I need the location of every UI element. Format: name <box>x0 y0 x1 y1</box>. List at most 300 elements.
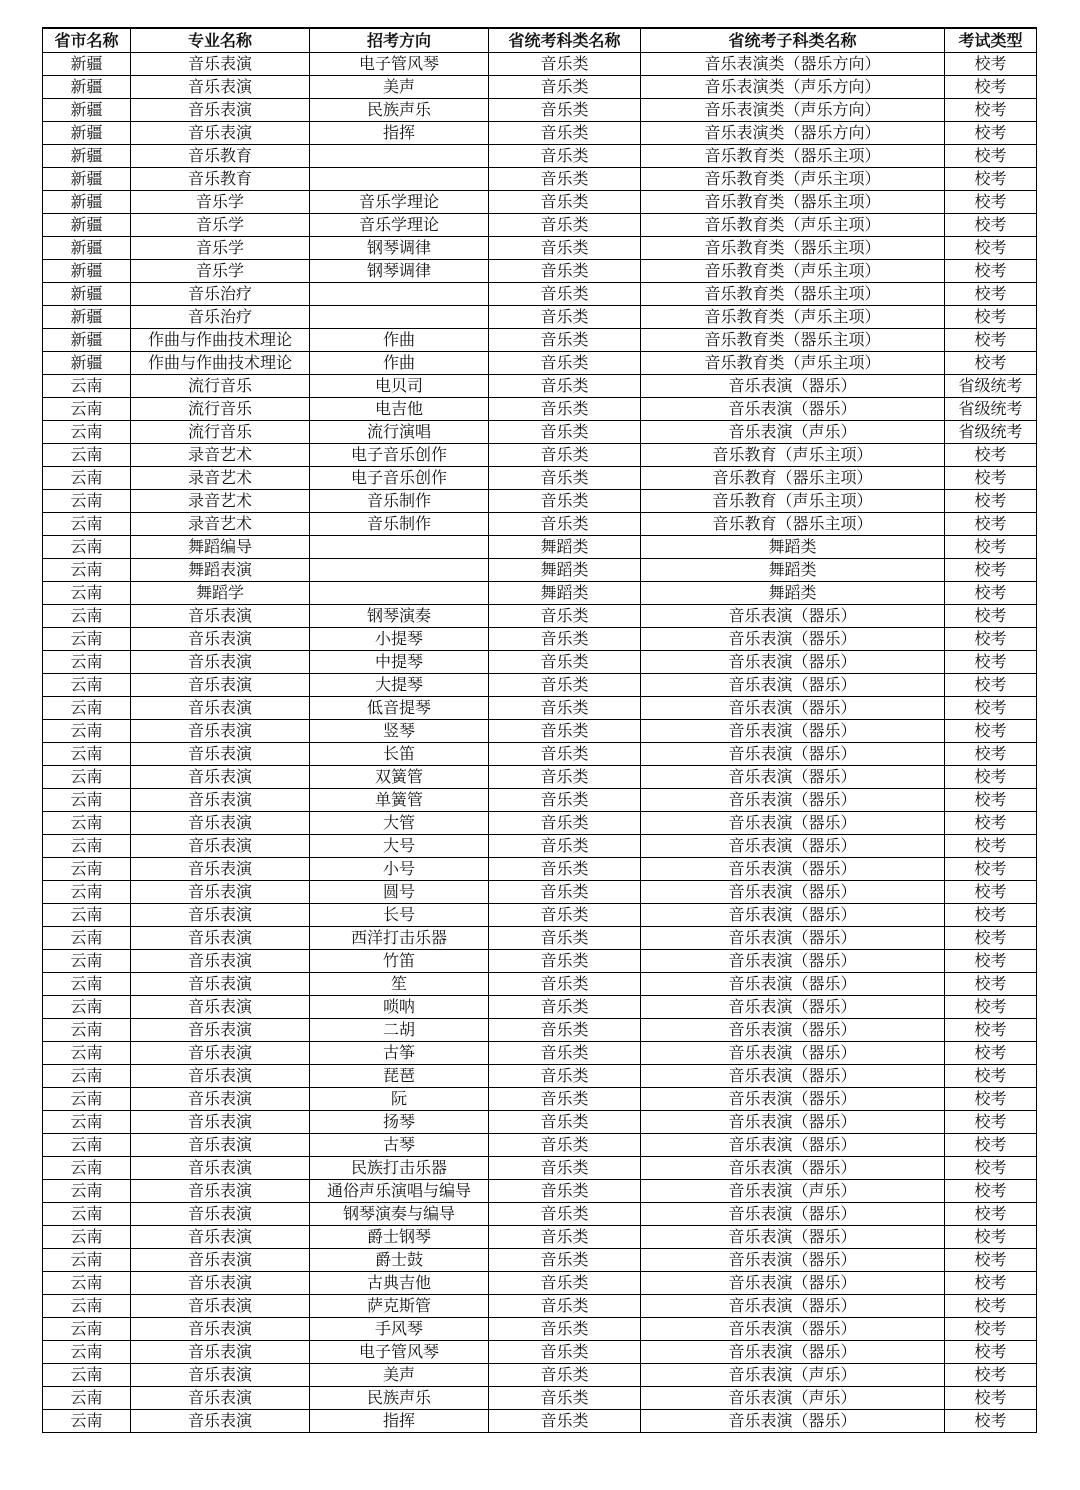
cell-exam-type: 校考 <box>945 651 1037 674</box>
cell-exam-type: 省级统考 <box>945 398 1037 421</box>
cell-subcategory: 音乐表演（器乐） <box>641 858 945 881</box>
cell-direction: 中提琴 <box>310 651 489 674</box>
table-row <box>43 996 1037 1019</box>
cell-subcategory: 舞蹈类 <box>641 559 945 582</box>
table-row <box>43 99 1037 122</box>
cell-exam-type: 校考 <box>945 1249 1037 1272</box>
table-row <box>43 398 1037 421</box>
cell-direction: 钢琴演奏与编导 <box>310 1203 489 1226</box>
cell-province: 云南 <box>43 490 131 513</box>
cell-province: 云南 <box>43 398 131 421</box>
cell-subcategory: 音乐表演（器乐） <box>641 1019 945 1042</box>
table-row <box>43 559 1037 582</box>
cell-province: 云南 <box>43 766 131 789</box>
cell-exam-type: 校考 <box>945 858 1037 881</box>
cell-direction: 钢琴演奏 <box>310 605 489 628</box>
cell-major: 音乐表演 <box>131 1272 310 1295</box>
cell-subcategory: 音乐表演（器乐） <box>641 973 945 996</box>
cell-direction: 电子音乐创作 <box>310 467 489 490</box>
cell-category: 音乐类 <box>489 904 641 927</box>
cell-category: 音乐类 <box>489 1295 641 1318</box>
cell-category: 音乐类 <box>489 1065 641 1088</box>
cell-exam-type: 校考 <box>945 1157 1037 1180</box>
cell-exam-type: 校考 <box>945 122 1037 145</box>
cell-province: 新疆 <box>43 145 131 168</box>
table-row <box>43 766 1037 789</box>
cell-category: 音乐类 <box>489 1203 641 1226</box>
cell-direction: 音乐学理论 <box>310 214 489 237</box>
cell-exam-type: 校考 <box>945 950 1037 973</box>
cell-subcategory: 音乐表演（器乐） <box>641 1249 945 1272</box>
cell-direction: 流行演唱 <box>310 421 489 444</box>
cell-exam-type: 校考 <box>945 352 1037 375</box>
cell-province: 云南 <box>43 628 131 651</box>
cell-subcategory: 音乐表演（器乐） <box>641 651 945 674</box>
cell-major: 音乐表演 <box>131 697 310 720</box>
cell-category: 音乐类 <box>489 145 641 168</box>
cell-direction <box>310 283 489 306</box>
cell-exam-type: 校考 <box>945 283 1037 306</box>
cell-direction: 音乐学理论 <box>310 191 489 214</box>
cell-major: 音乐治疗 <box>131 283 310 306</box>
cell-subcategory: 音乐表演（声乐） <box>641 421 945 444</box>
table-row <box>43 513 1037 536</box>
cell-category: 音乐类 <box>489 375 641 398</box>
cell-exam-type: 校考 <box>945 168 1037 191</box>
table-row <box>43 260 1037 283</box>
cell-major: 录音艺术 <box>131 490 310 513</box>
cell-subcategory: 音乐表演（器乐） <box>641 1042 945 1065</box>
cell-subcategory: 音乐教育（声乐主项） <box>641 490 945 513</box>
table-row <box>43 835 1037 858</box>
cell-exam-type: 校考 <box>945 76 1037 99</box>
cell-exam-type: 校考 <box>945 605 1037 628</box>
table-row <box>43 191 1037 214</box>
cell-major: 音乐表演 <box>131 1341 310 1364</box>
cell-exam-type: 校考 <box>945 628 1037 651</box>
cell-subcategory: 音乐教育（器乐主项） <box>641 467 945 490</box>
header-category: 省统考科类名称 <box>489 28 641 53</box>
cell-major: 音乐表演 <box>131 950 310 973</box>
cell-category: 音乐类 <box>489 352 641 375</box>
cell-category: 音乐类 <box>489 467 641 490</box>
cell-subcategory: 舞蹈类 <box>641 582 945 605</box>
cell-major: 音乐表演 <box>131 1364 310 1387</box>
cell-direction: 大号 <box>310 835 489 858</box>
cell-subcategory: 音乐表演（器乐） <box>641 1341 945 1364</box>
cell-category: 音乐类 <box>489 605 641 628</box>
cell-province: 云南 <box>43 1341 131 1364</box>
cell-category: 舞蹈类 <box>489 559 641 582</box>
cell-subcategory: 音乐表演（器乐） <box>641 720 945 743</box>
cell-province: 云南 <box>43 651 131 674</box>
table-row <box>43 1364 1037 1387</box>
cell-province: 云南 <box>43 1249 131 1272</box>
cell-subcategory: 音乐表演（器乐） <box>641 674 945 697</box>
cell-subcategory: 音乐表演（器乐） <box>641 1295 945 1318</box>
cell-subcategory: 音乐表演类（器乐方向） <box>641 122 945 145</box>
table-row <box>43 858 1037 881</box>
table-row <box>43 76 1037 99</box>
cell-subcategory: 音乐表演（器乐） <box>641 927 945 950</box>
cell-exam-type: 校考 <box>945 1341 1037 1364</box>
cell-direction: 单簧管 <box>310 789 489 812</box>
cell-direction: 钢琴调律 <box>310 237 489 260</box>
cell-subcategory: 音乐表演（器乐） <box>641 812 945 835</box>
cell-major: 音乐治疗 <box>131 306 310 329</box>
cell-exam-type: 校考 <box>945 145 1037 168</box>
table-row <box>43 1180 1037 1203</box>
table-row <box>43 628 1037 651</box>
cell-exam-type: 校考 <box>945 99 1037 122</box>
cell-exam-type: 校考 <box>945 559 1037 582</box>
cell-province: 云南 <box>43 421 131 444</box>
cell-exam-type: 校考 <box>945 1111 1037 1134</box>
cell-exam-type: 校考 <box>945 1364 1037 1387</box>
table-row <box>43 145 1037 168</box>
cell-category: 音乐类 <box>489 513 641 536</box>
cell-category: 音乐类 <box>489 766 641 789</box>
table-row <box>43 283 1037 306</box>
cell-exam-type: 校考 <box>945 1180 1037 1203</box>
cell-subcategory: 音乐表演（器乐） <box>641 996 945 1019</box>
cell-direction: 指挥 <box>310 1410 489 1433</box>
cell-direction <box>310 145 489 168</box>
cell-direction: 电子音乐创作 <box>310 444 489 467</box>
cell-subcategory: 音乐表演（器乐） <box>641 1065 945 1088</box>
cell-province: 新疆 <box>43 260 131 283</box>
cell-subcategory: 音乐表演（器乐） <box>641 881 945 904</box>
cell-subcategory: 音乐教育类（器乐主项） <box>641 191 945 214</box>
cell-subcategory: 音乐表演（声乐） <box>641 1387 945 1410</box>
table-row <box>43 536 1037 559</box>
header-major: 专业名称 <box>131 28 310 53</box>
cell-major: 音乐表演 <box>131 1249 310 1272</box>
cell-exam-type: 校考 <box>945 996 1037 1019</box>
table-row <box>43 122 1037 145</box>
cell-direction: 民族打击乐器 <box>310 1157 489 1180</box>
cell-category: 音乐类 <box>489 812 641 835</box>
cell-category: 音乐类 <box>489 628 641 651</box>
cell-major: 音乐表演 <box>131 1134 310 1157</box>
cell-subcategory: 音乐教育类（器乐主项） <box>641 237 945 260</box>
table-row <box>43 1341 1037 1364</box>
cell-direction: 竹笛 <box>310 950 489 973</box>
cell-province: 云南 <box>43 720 131 743</box>
table-row <box>43 1065 1037 1088</box>
cell-subcategory: 音乐表演（器乐） <box>641 1111 945 1134</box>
cell-province: 云南 <box>43 973 131 996</box>
cell-exam-type: 校考 <box>945 1042 1037 1065</box>
table-row <box>43 1157 1037 1180</box>
table-row <box>43 1226 1037 1249</box>
cell-province: 云南 <box>43 674 131 697</box>
table-row <box>43 697 1037 720</box>
table-row <box>43 651 1037 674</box>
cell-subcategory: 音乐表演（器乐） <box>641 697 945 720</box>
table-header-row <box>43 28 1037 53</box>
cell-major: 流行音乐 <box>131 398 310 421</box>
cell-subcategory: 音乐教育类（声乐主项） <box>641 168 945 191</box>
cell-direction: 扬琴 <box>310 1111 489 1134</box>
table-row <box>43 1203 1037 1226</box>
table-row <box>43 237 1037 260</box>
cell-category: 音乐类 <box>489 283 641 306</box>
cell-major: 录音艺术 <box>131 513 310 536</box>
table-row <box>43 973 1037 996</box>
cell-direction: 作曲 <box>310 329 489 352</box>
cell-direction: 爵士钢琴 <box>310 1226 489 1249</box>
cell-major: 录音艺术 <box>131 467 310 490</box>
cell-major: 音乐学 <box>131 237 310 260</box>
table-row <box>43 352 1037 375</box>
cell-category: 音乐类 <box>489 950 641 973</box>
table-row <box>43 490 1037 513</box>
cell-direction: 手风琴 <box>310 1318 489 1341</box>
cell-category: 音乐类 <box>489 421 641 444</box>
cell-category: 音乐类 <box>489 444 641 467</box>
cell-subcategory: 音乐表演（声乐） <box>641 1180 945 1203</box>
cell-province: 云南 <box>43 927 131 950</box>
cell-exam-type: 校考 <box>945 973 1037 996</box>
cell-exam-type: 校考 <box>945 674 1037 697</box>
cell-exam-type: 校考 <box>945 1088 1037 1111</box>
cell-category: 音乐类 <box>489 1364 641 1387</box>
cell-province: 新疆 <box>43 214 131 237</box>
cell-province: 云南 <box>43 513 131 536</box>
cell-direction: 指挥 <box>310 122 489 145</box>
cell-direction: 古筝 <box>310 1042 489 1065</box>
cell-direction: 古典吉他 <box>310 1272 489 1295</box>
cell-major: 音乐表演 <box>131 1088 310 1111</box>
cell-major: 音乐表演 <box>131 1065 310 1088</box>
cell-subcategory: 音乐表演（器乐） <box>641 375 945 398</box>
cell-category: 音乐类 <box>489 789 641 812</box>
table-row <box>43 674 1037 697</box>
cell-major: 音乐表演 <box>131 122 310 145</box>
cell-province: 新疆 <box>43 76 131 99</box>
cell-subcategory: 舞蹈类 <box>641 536 945 559</box>
cell-category: 音乐类 <box>489 973 641 996</box>
cell-subcategory: 音乐教育类（声乐主项） <box>641 306 945 329</box>
cell-direction: 通俗声乐演唱与编导 <box>310 1180 489 1203</box>
cell-province: 新疆 <box>43 191 131 214</box>
cell-direction: 美声 <box>310 1364 489 1387</box>
cell-direction <box>310 582 489 605</box>
cell-province: 新疆 <box>43 283 131 306</box>
cell-subcategory: 音乐表演（器乐） <box>641 1226 945 1249</box>
cell-province: 云南 <box>43 582 131 605</box>
table-row <box>43 927 1037 950</box>
cell-exam-type: 校考 <box>945 490 1037 513</box>
cell-province: 云南 <box>43 1318 131 1341</box>
cell-direction: 音乐制作 <box>310 490 489 513</box>
cell-direction: 长笛 <box>310 743 489 766</box>
cell-direction: 唢呐 <box>310 996 489 1019</box>
cell-direction: 圆号 <box>310 881 489 904</box>
table-row <box>43 467 1037 490</box>
cell-category: 音乐类 <box>489 1019 641 1042</box>
cell-subcategory: 音乐教育类（器乐主项） <box>641 329 945 352</box>
table-row <box>43 329 1037 352</box>
cell-major: 作曲与作曲技术理论 <box>131 329 310 352</box>
cell-direction <box>310 536 489 559</box>
cell-exam-type: 校考 <box>945 835 1037 858</box>
cell-subcategory: 音乐表演（器乐） <box>641 766 945 789</box>
cell-exam-type: 省级统考 <box>945 375 1037 398</box>
cell-major: 音乐表演 <box>131 1318 310 1341</box>
table-row <box>43 720 1037 743</box>
table-body <box>43 53 1037 1433</box>
cell-exam-type: 校考 <box>945 904 1037 927</box>
cell-direction: 大管 <box>310 812 489 835</box>
cell-province: 云南 <box>43 375 131 398</box>
cell-category: 音乐类 <box>489 1318 641 1341</box>
cell-subcategory: 音乐表演（器乐） <box>641 1272 945 1295</box>
cell-province: 新疆 <box>43 306 131 329</box>
cell-major: 音乐表演 <box>131 1180 310 1203</box>
cell-subcategory: 音乐表演（声乐） <box>641 1364 945 1387</box>
header-province: 省市名称 <box>43 28 131 53</box>
cell-category: 音乐类 <box>489 697 641 720</box>
cell-province: 云南 <box>43 950 131 973</box>
cell-exam-type: 校考 <box>945 1203 1037 1226</box>
cell-province: 新疆 <box>43 53 131 76</box>
cell-category: 音乐类 <box>489 306 641 329</box>
cell-major: 音乐学 <box>131 260 310 283</box>
cell-direction: 笙 <box>310 973 489 996</box>
cell-subcategory: 音乐表演（器乐） <box>641 1088 945 1111</box>
cell-subcategory: 音乐教育类（器乐主项） <box>641 145 945 168</box>
cell-major: 音乐表演 <box>131 1157 310 1180</box>
cell-province: 云南 <box>43 812 131 835</box>
cell-exam-type: 校考 <box>945 513 1037 536</box>
cell-major: 音乐表演 <box>131 99 310 122</box>
table-row <box>43 375 1037 398</box>
cell-subcategory: 音乐教育类（声乐主项） <box>641 352 945 375</box>
cell-subcategory: 音乐教育类（器乐主项） <box>641 283 945 306</box>
cell-category: 音乐类 <box>489 1410 641 1433</box>
header-direction: 招考方向 <box>310 28 489 53</box>
cell-province: 云南 <box>43 444 131 467</box>
table-row <box>43 1318 1037 1341</box>
cell-major: 流行音乐 <box>131 375 310 398</box>
cell-direction: 古琴 <box>310 1134 489 1157</box>
table-row <box>43 789 1037 812</box>
cell-major: 音乐学 <box>131 214 310 237</box>
cell-province: 云南 <box>43 1157 131 1180</box>
cell-major: 作曲与作曲技术理论 <box>131 352 310 375</box>
cell-direction: 萨克斯管 <box>310 1295 489 1318</box>
cell-exam-type: 校考 <box>945 1387 1037 1410</box>
cell-direction: 作曲 <box>310 352 489 375</box>
table-row <box>43 1272 1037 1295</box>
cell-exam-type: 校考 <box>945 191 1037 214</box>
cell-category: 音乐类 <box>489 1111 641 1134</box>
cell-category: 音乐类 <box>489 260 641 283</box>
cell-province: 云南 <box>43 1042 131 1065</box>
cell-direction: 西洋打击乐器 <box>310 927 489 950</box>
cell-category: 音乐类 <box>489 858 641 881</box>
cell-major: 音乐表演 <box>131 76 310 99</box>
cell-subcategory: 音乐教育（声乐主项） <box>641 444 945 467</box>
cell-major: 音乐表演 <box>131 53 310 76</box>
table-row <box>43 582 1037 605</box>
cell-category: 音乐类 <box>489 122 641 145</box>
cell-subcategory: 音乐表演（器乐） <box>641 835 945 858</box>
cell-direction <box>310 559 489 582</box>
cell-province: 云南 <box>43 1387 131 1410</box>
header-exam-type: 考试类型 <box>945 28 1037 53</box>
cell-direction: 竖琴 <box>310 720 489 743</box>
cell-exam-type: 校考 <box>945 789 1037 812</box>
cell-exam-type: 校考 <box>945 214 1037 237</box>
cell-exam-type: 校考 <box>945 1295 1037 1318</box>
table-row <box>43 1249 1037 1272</box>
cell-major: 音乐表演 <box>131 1203 310 1226</box>
cell-exam-type: 校考 <box>945 881 1037 904</box>
cell-direction: 琵琶 <box>310 1065 489 1088</box>
cell-exam-type: 校考 <box>945 697 1037 720</box>
cell-major: 音乐表演 <box>131 1111 310 1134</box>
cell-subcategory: 音乐表演（器乐） <box>641 904 945 927</box>
cell-major: 音乐表演 <box>131 674 310 697</box>
cell-category: 音乐类 <box>489 490 641 513</box>
cell-exam-type: 校考 <box>945 1019 1037 1042</box>
table-row <box>43 1111 1037 1134</box>
cell-direction: 音乐制作 <box>310 513 489 536</box>
cell-province: 云南 <box>43 904 131 927</box>
cell-category: 舞蹈类 <box>489 582 641 605</box>
cell-subcategory: 音乐表演类（声乐方向） <box>641 99 945 122</box>
admissions-table-sheet <box>42 27 1036 1433</box>
cell-province: 云南 <box>43 1134 131 1157</box>
table-row <box>43 881 1037 904</box>
table-row <box>43 904 1037 927</box>
cell-subcategory: 音乐表演类（器乐方向） <box>641 53 945 76</box>
cell-province: 新疆 <box>43 237 131 260</box>
table-row <box>43 1042 1037 1065</box>
cell-subcategory: 音乐表演（器乐） <box>641 605 945 628</box>
cell-province: 新疆 <box>43 329 131 352</box>
cell-major: 舞蹈编导 <box>131 536 310 559</box>
cell-province: 云南 <box>43 467 131 490</box>
cell-exam-type: 校考 <box>945 766 1037 789</box>
cell-province: 云南 <box>43 996 131 1019</box>
cell-category: 音乐类 <box>489 1226 641 1249</box>
cell-category: 音乐类 <box>489 1134 641 1157</box>
header-subcategory: 省统考子科类名称 <box>641 28 945 53</box>
cell-exam-type: 校考 <box>945 743 1037 766</box>
cell-major: 录音艺术 <box>131 444 310 467</box>
cell-direction: 二胡 <box>310 1019 489 1042</box>
cell-major: 音乐表演 <box>131 927 310 950</box>
cell-category: 音乐类 <box>489 835 641 858</box>
cell-exam-type: 校考 <box>945 1065 1037 1088</box>
cell-major: 音乐表演 <box>131 812 310 835</box>
cell-direction: 小提琴 <box>310 628 489 651</box>
table-row <box>43 1134 1037 1157</box>
cell-category: 音乐类 <box>489 720 641 743</box>
cell-exam-type: 校考 <box>945 1226 1037 1249</box>
cell-category: 音乐类 <box>489 1157 641 1180</box>
cell-category: 音乐类 <box>489 1180 641 1203</box>
cell-subcategory: 音乐教育（器乐主项） <box>641 513 945 536</box>
cell-category: 音乐类 <box>489 76 641 99</box>
cell-major: 音乐表演 <box>131 1042 310 1065</box>
cell-category: 音乐类 <box>489 1042 641 1065</box>
cell-province: 云南 <box>43 789 131 812</box>
